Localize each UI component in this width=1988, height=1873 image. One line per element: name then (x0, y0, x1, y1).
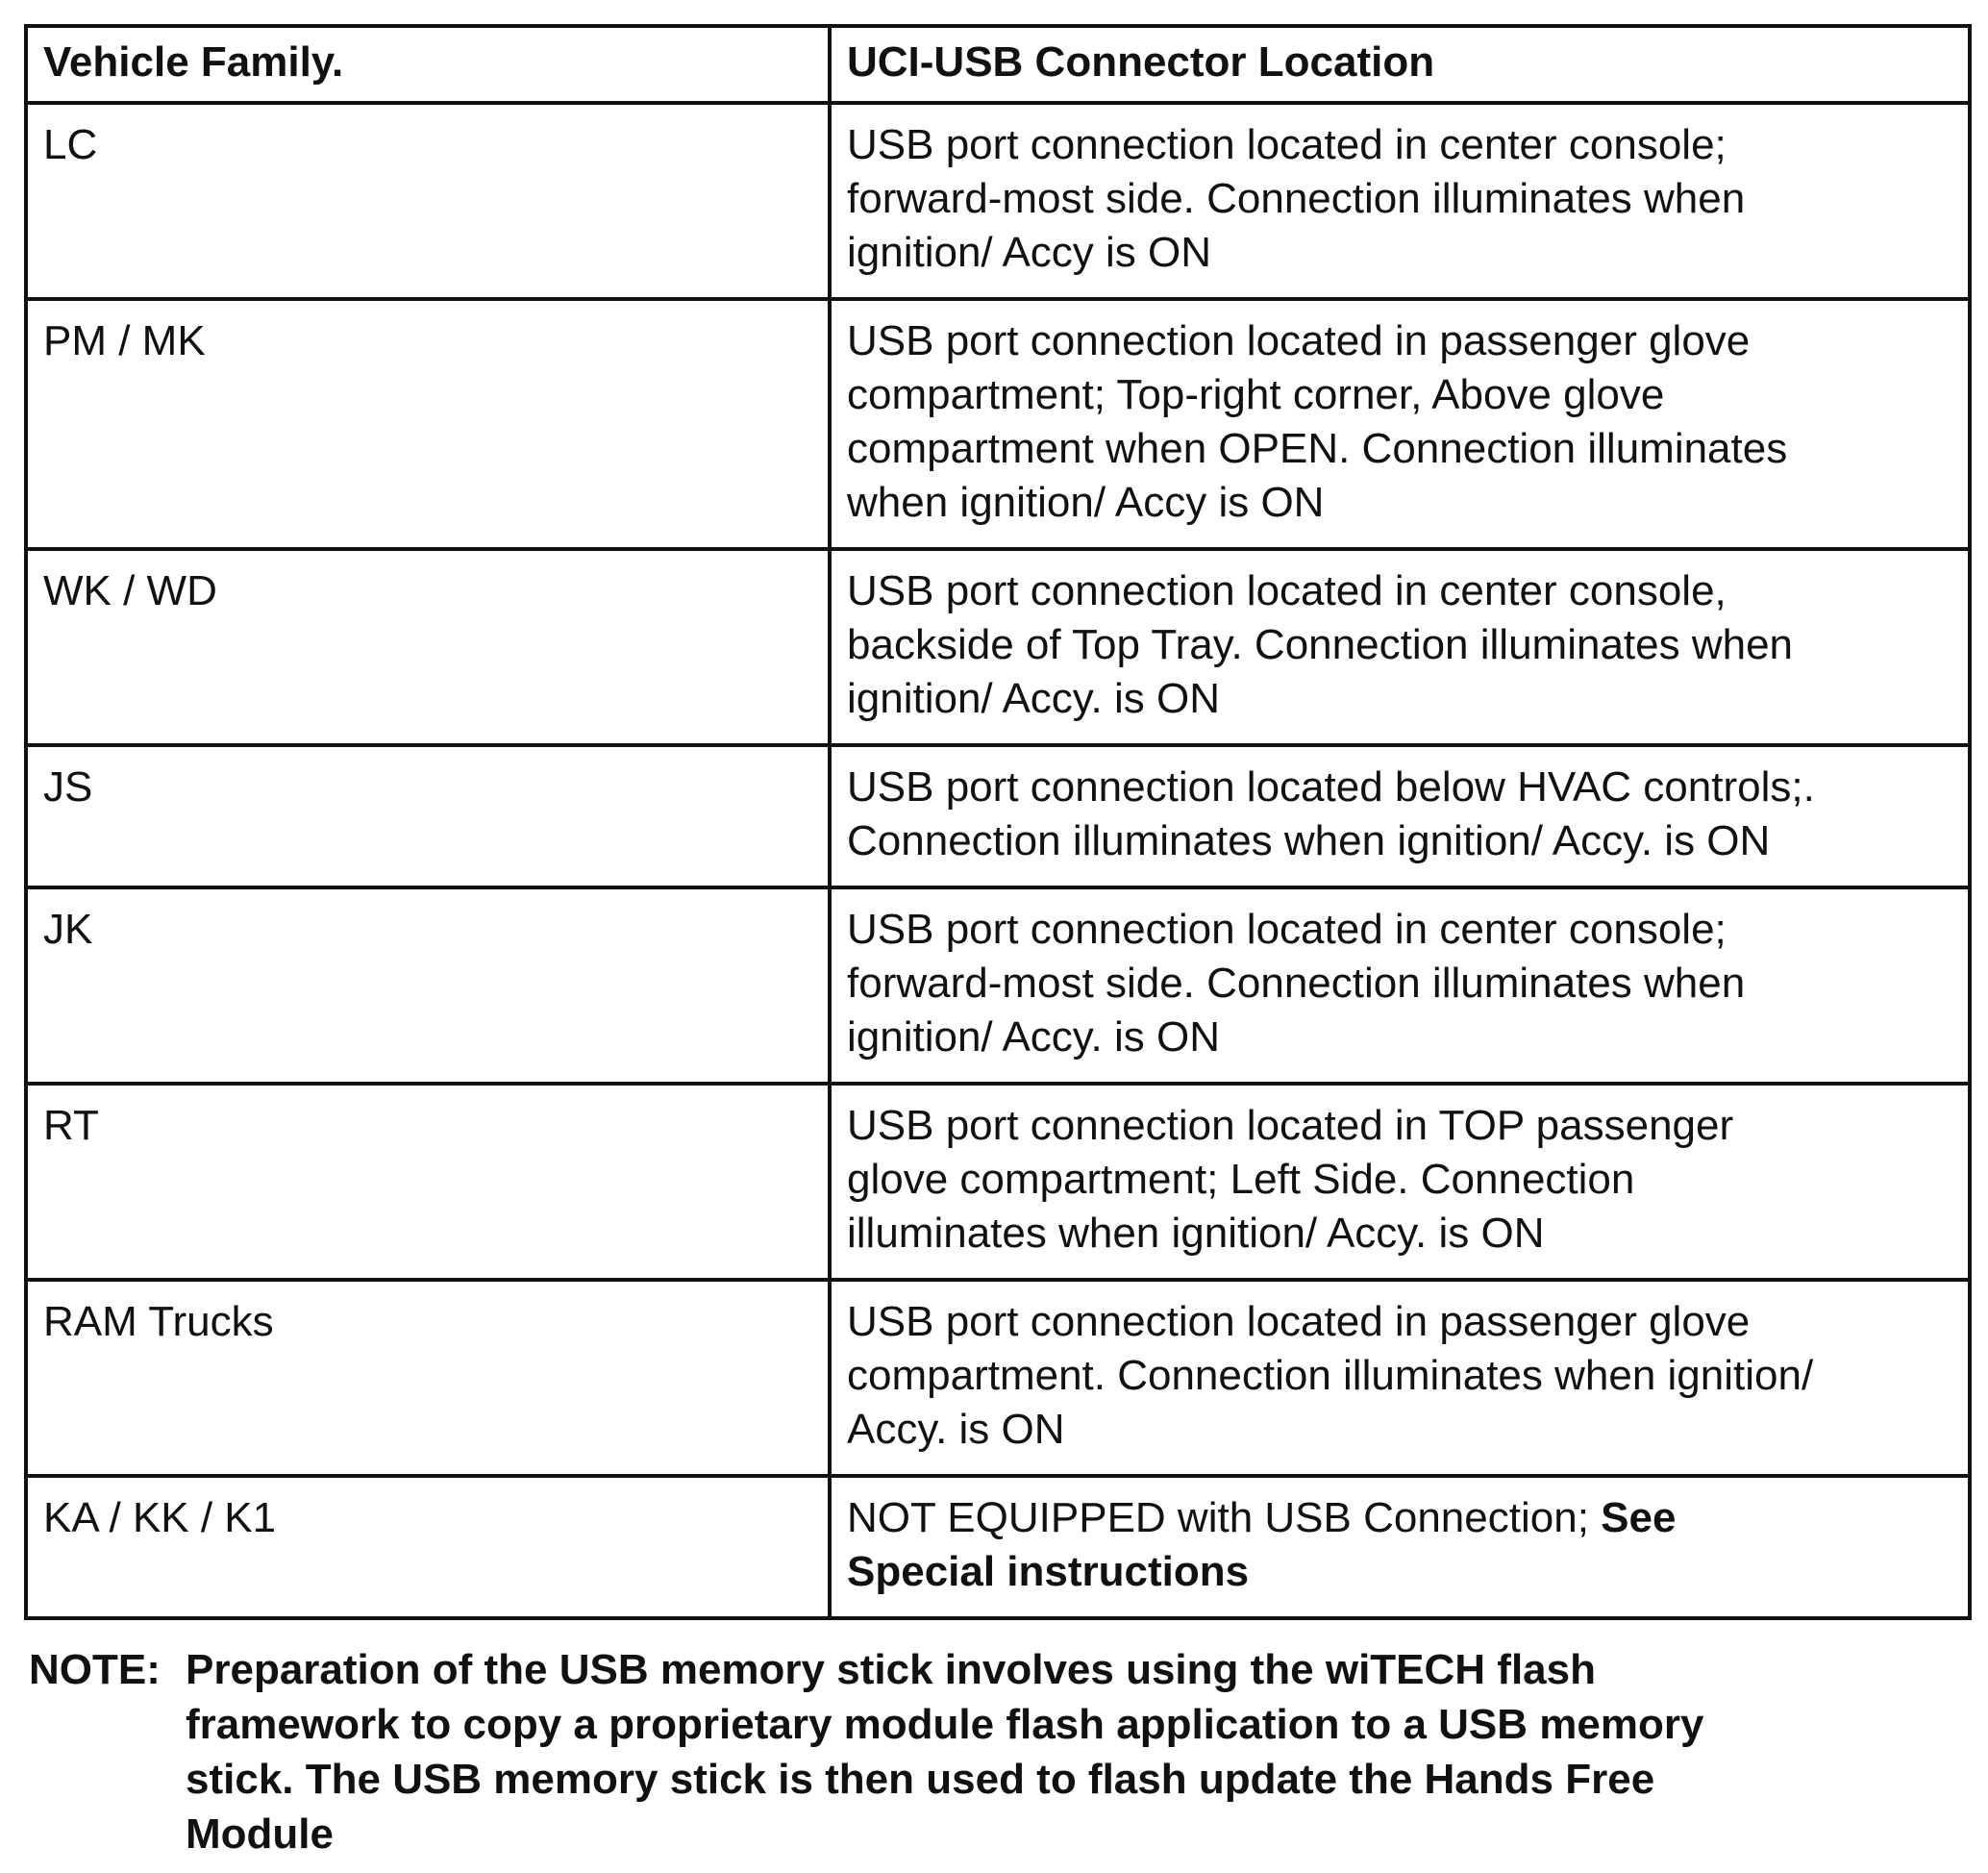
location-line: backside of Top Tray. Connection illuminates when (847, 621, 1794, 668)
connector-location-cell (830, 1280, 1970, 1476)
vehicle-family-cell: JK (26, 887, 830, 1084)
location-line: forward-most side. Connection illuminates when (847, 960, 1746, 1007)
table-row (26, 549, 1970, 745)
vehicle-family-cell: WK / WD (26, 549, 830, 745)
special-instructions-text: Special instructions (847, 1548, 1250, 1595)
location-line: USB port connection located below HVAC controls;. (847, 763, 1815, 811)
connector-location-cell (830, 103, 1970, 299)
note-line: Module (186, 1811, 334, 1858)
note-line: framework to copy a proprietary module flash application to a USB memory (186, 1701, 1704, 1748)
see-text: See (1601, 1494, 1677, 1541)
location-line: USB port connection located in passenger glove (847, 317, 1751, 364)
location-line: compartment. Connection illuminates when ignition/ (847, 1352, 1814, 1399)
header-connector-location: UCI-USB Connector Location (830, 26, 1970, 103)
connector-location-cell (830, 1084, 1970, 1280)
note-block (29, 1642, 1961, 1861)
location-line: USB port connection located in center console; (847, 906, 1727, 953)
location-line: USB port connection located in center console, (847, 567, 1727, 614)
location-line: ignition/ Accy. is ON (847, 675, 1220, 722)
connector-location-cell (830, 1476, 1970, 1618)
location-line: USB port connection located in passenger glove (847, 1298, 1751, 1345)
location-line: glove compartment; Left Side. Connection (847, 1156, 1635, 1203)
location-line: Accy. is ON (847, 1406, 1065, 1453)
vehicle-family-cell: PM / MK (26, 299, 830, 549)
location-line: compartment; Top-right corner, Above glove (847, 371, 1665, 418)
table-row (26, 103, 1970, 299)
location-line: forward-most side. Connection illuminates when (847, 175, 1746, 222)
location-line: compartment when OPEN. Connection illuminates (847, 425, 1788, 472)
location-line: USB port connection located in center console; (847, 121, 1727, 168)
table-row (26, 745, 1970, 887)
location-text: NOT EQUIPPED with USB Connection; (847, 1494, 1602, 1541)
table-row (26, 1084, 1970, 1280)
connector-location-cell (830, 745, 1970, 887)
note-line: stick. The USB memory stick is then used to flash update the Hands Free (186, 1756, 1655, 1803)
vehicle-family-cell: LC (26, 103, 830, 299)
location-line: Connection illuminates when ignition/ Accy. is ON (847, 817, 1771, 864)
connector-location-cell (830, 299, 1970, 549)
note-line: Preparation of the USB memory stick involves using the wiTECH flash (186, 1646, 1596, 1693)
location-line: USB port connection located in TOP passenger (847, 1102, 1734, 1149)
table-header-row (26, 26, 1970, 103)
connector-location-cell (830, 887, 1970, 1084)
table-row (26, 1280, 1970, 1476)
vehicle-family-cell: RAM Trucks (26, 1280, 830, 1476)
note-label: NOTE: (29, 1646, 161, 1693)
location-line: when ignition/ Accy is ON (847, 479, 1325, 526)
location-line: ignition/ Accy is ON (847, 229, 1212, 276)
location-line: ignition/ Accy. is ON (847, 1013, 1220, 1061)
table-row (26, 299, 1970, 549)
location-line: illuminates when ignition/ Accy. is ON (847, 1210, 1545, 1257)
vehicle-family-cell: KA / KK / K1 (26, 1476, 830, 1618)
header-vehicle-family: Vehicle Family. (26, 26, 830, 103)
vehicle-family-cell: RT (26, 1084, 830, 1280)
vehicle-family-cell: JS (26, 745, 830, 887)
table-row (26, 1476, 1970, 1618)
note-text (186, 1642, 1961, 1861)
table-row (26, 887, 1970, 1084)
connector-location-cell (830, 549, 1970, 745)
usb-connector-table (24, 24, 1972, 1620)
